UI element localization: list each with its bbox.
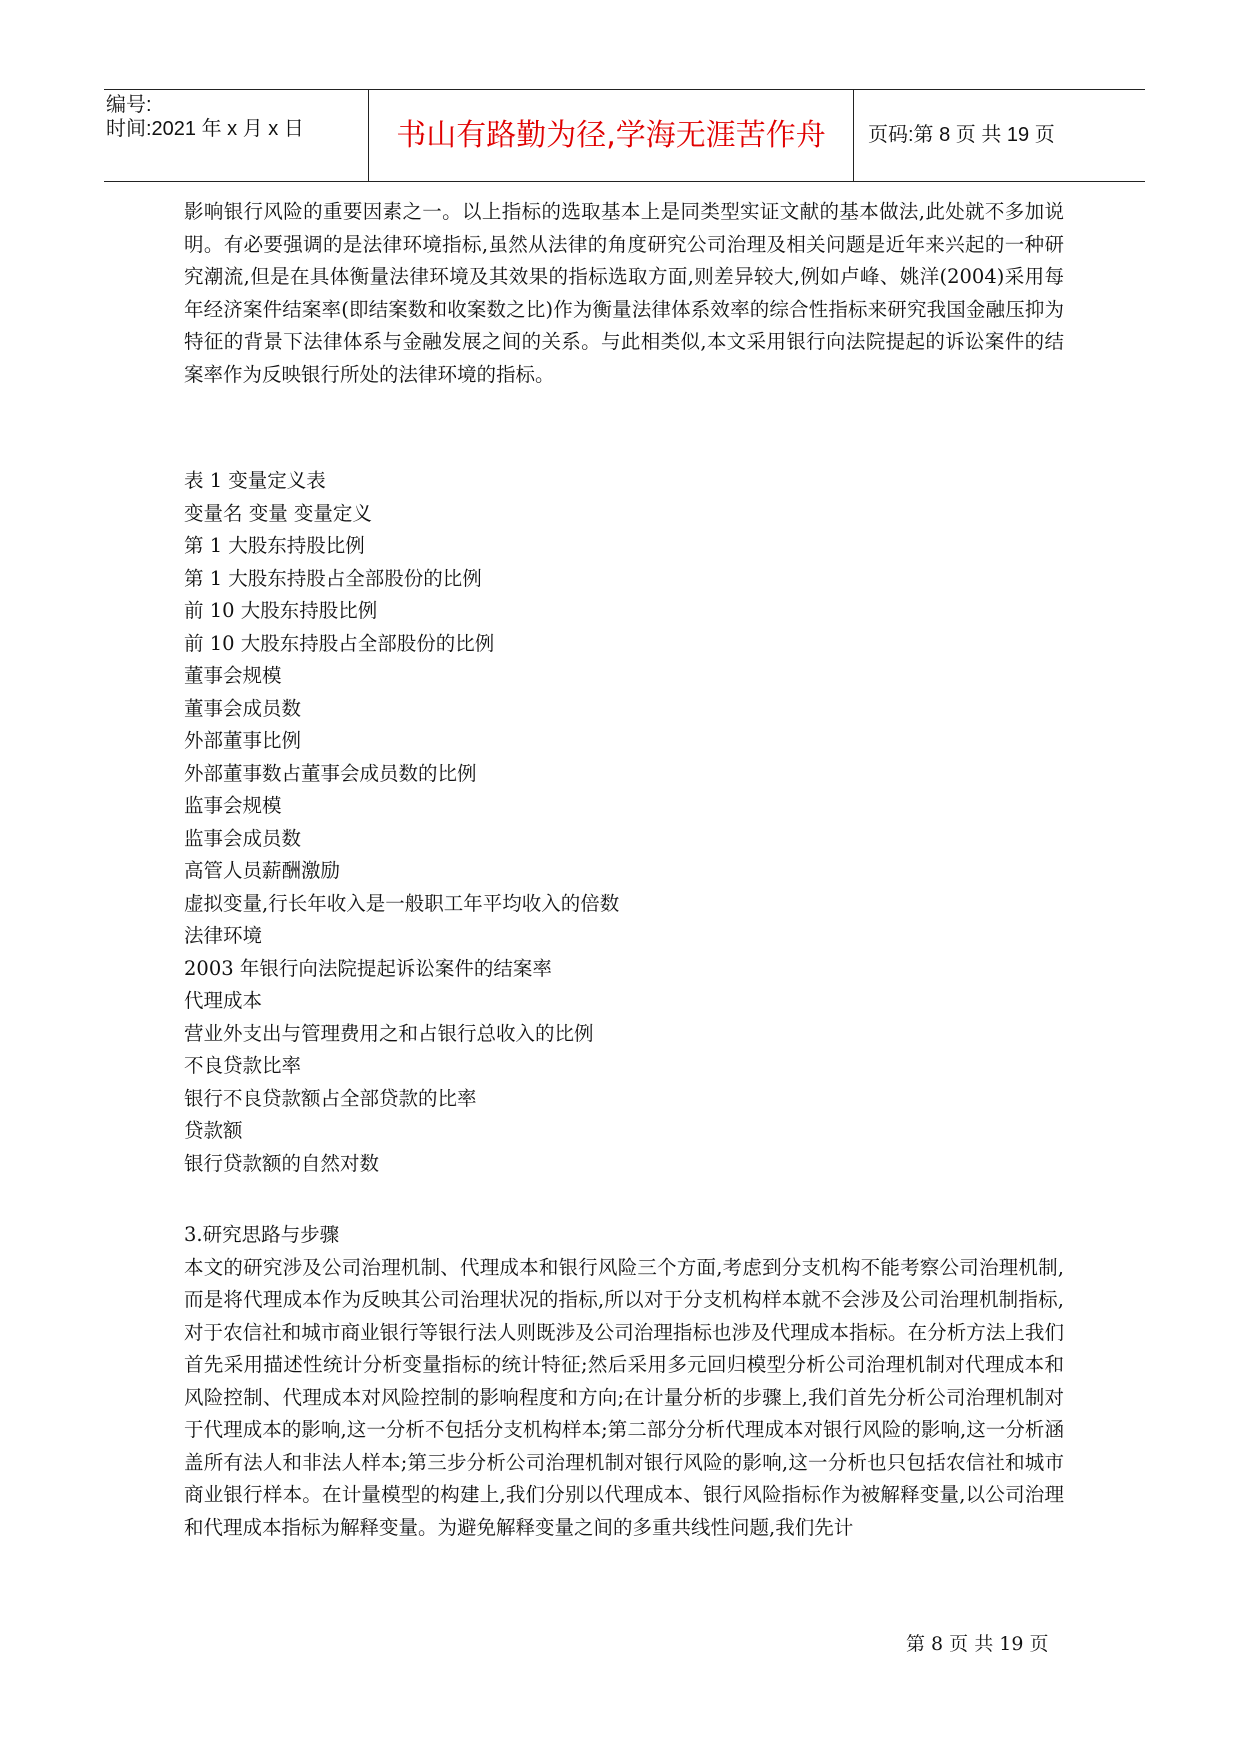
table-line: 前 10 大股东持股占全部股份的比例 <box>184 631 495 655</box>
header-right-cell <box>854 90 1145 181</box>
header-left-cell <box>104 90 369 181</box>
header-middle-cell <box>369 90 854 181</box>
table-line: 监事会成员数 <box>184 826 302 850</box>
table-line: 董事会成员数 <box>184 696 302 720</box>
table-line: 银行贷款额的自然对数 <box>184 1151 380 1175</box>
section-heading: 3.研究思路与步骤 <box>184 1223 340 1246</box>
table-line: 第 1 大股东持股占全部股份的比例 <box>184 566 482 590</box>
table-line: 虚拟变量,行长年收入是一般职工年平均收入的倍数 <box>184 891 620 915</box>
table-line: 外部董事数占董事会成员数的比例 <box>184 761 477 785</box>
document-number-label: 编号: <box>106 94 152 116</box>
document-time-label: 时间:2021 年 x 月 x 日 <box>106 118 304 140</box>
table-line: 不良贷款比率 <box>184 1054 302 1077</box>
intro-block <box>184 196 1064 391</box>
table-line: 法律环境 <box>184 924 263 947</box>
page-footer: 第 8 页 共 19 页 <box>906 1633 1049 1655</box>
table-line: 第 1 大股东持股比例 <box>184 534 365 557</box>
variable-table <box>184 465 1064 1180</box>
table-line: 代理成本 <box>184 989 263 1012</box>
table-line: 高管人员薪酬激励 <box>184 859 341 882</box>
table-line: 监事会规模 <box>184 794 282 817</box>
header-page-number: 页码:第 8 页 共 19 页 <box>868 124 1055 146</box>
section-research-steps <box>184 1219 1064 1544</box>
table-line: 2003 年银行向法院提起诉讼案件的结案率 <box>184 956 552 980</box>
section-paragraph: 本文的研究涉及公司治理机制、代理成本和银行风险三个方面,考虑到分支机构不能考察公司治理机制,而是将代理成本作为反映其公司治理状况的指标,所以对于分支机构样本就不会涉及公司治理机制指标,对于农信社和城市商业银行等银行法人则既涉及公司治理指标也涉及代理成本指标。在分析方法上我们首先采用描述性统计分析变量指标的统计特征;然后采用多元回归模型分析公司治理机制对代理成本和风险控制、代理成本对风险控制的影响程度和方向;在计量分析的步骤上,我们首先分析公司治理机制对于代理成本的影响,这一分析不包括分支机构样本;第二部分分析代理成本对银行风险的影响,这一分析涵盖所有法人和非法人样本;第三步分析公司治理机制对银行风险的影响,这一分析也只包括农信社和城市商业银行样本。在计量模型的构建上,我们分别以代理成本、银行风险指标作为被解释变量,以公司治理和代理成本指标为解释变量。为避免解释变量之间的多重共线性问题,我们先计 <box>184 1255 1064 1539</box>
page-header <box>104 89 1145 182</box>
header-motto: 书山有路勤为径,学海无涯苦作舟 <box>396 118 826 153</box>
intro-paragraph: 影响银行风险的重要因素之一。以上指标的选取基本上是同类型实证文献的基本做法,此处就不多加说明。有必要强调的是法律环境指标,虽然从法律的角度研究公司治理及相关问题是近年来兴起的一种研究潮流,但是在具体衡量法律环境及其效果的指标选取方面,则差异较大,例如卢峰、姚洋(2004)采用每年经济案件结案率(即结案数和收案数之比)作为衡量法律体系效率的综合性指标来研究我国金融压抑为特征的背景下法律体系与金融发展之间的关系。与此相类似,本文采用银行向法院提起的诉讼案件的结案率作为反映银行所处的法律环境的指标。 <box>184 200 1064 386</box>
table-line: 贷款额 <box>184 1119 243 1142</box>
table-line: 前 10 大股东持股比例 <box>184 599 378 622</box>
table-line: 外部董事比例 <box>184 729 302 752</box>
table-line: 董事会规模 <box>184 664 282 687</box>
table-caption: 表 1 变量定义表 <box>184 469 326 492</box>
table-header-row: 变量名 变量 变量定义 <box>184 501 372 525</box>
table-line: 银行不良贷款额占全部贷款的比率 <box>184 1086 477 1110</box>
table-line: 营业外支出与管理费用之和占银行总收入的比例 <box>184 1021 594 1045</box>
